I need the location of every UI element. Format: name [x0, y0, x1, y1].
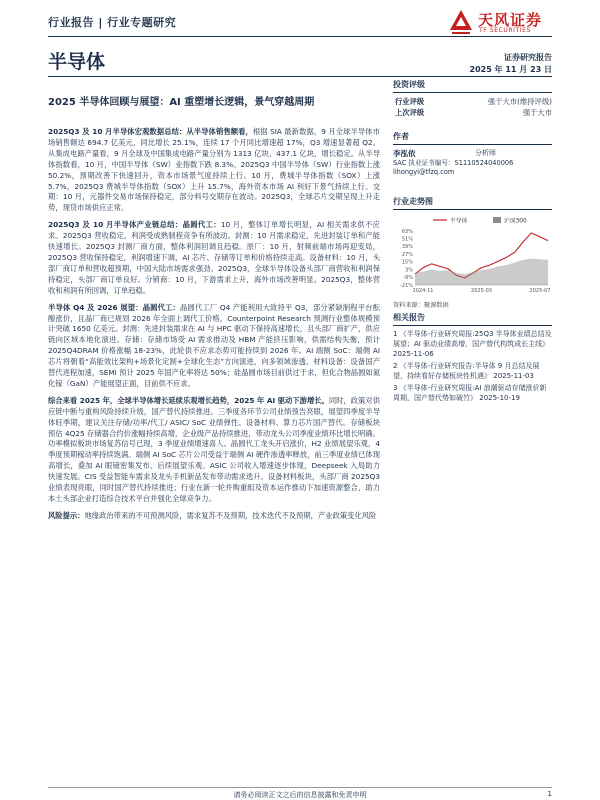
analyst-name: 李泓依: [393, 149, 416, 158]
page-number: 1: [547, 790, 552, 798]
rating-row: [393, 96, 552, 107]
body-paragraph: [48, 303, 380, 390]
report-category: 行业报告 | 行业专题研究: [48, 16, 177, 29]
related-report-date: 2025-10-19: [479, 394, 520, 402]
company-logo: [448, 8, 552, 36]
report-body: [48, 127, 380, 528]
y-tick-label: 3%: [405, 267, 413, 274]
analyst-email[interactable]: lihongyi@tfzq.com: [393, 168, 455, 176]
rating-label: 行业评级: [395, 97, 425, 106]
rating-value: 强于大市(维持评级): [487, 97, 552, 106]
body-paragraph: [48, 220, 380, 296]
rating-label: 上次评级: [395, 108, 425, 117]
chart-source: 资料来源：聚源数据: [393, 302, 449, 309]
author-heading: 作者: [393, 131, 552, 145]
logo-text-en: TF SECURITIES: [479, 27, 531, 34]
y-tick-label: -9%: [403, 275, 413, 282]
paragraph-lead: 半导体 Q4 及 2026 展望：晶圆代工：: [48, 302, 181, 312]
body-paragraph: [48, 127, 380, 214]
y-tick-label: 15%: [401, 259, 413, 266]
related-report-item[interactable]: [393, 383, 552, 403]
series-area-hs300: [415, 259, 548, 285]
trend-chart: [393, 213, 552, 297]
related-report-date: 2025-11-03: [493, 372, 534, 380]
related-report-date: 2025-11-06: [393, 350, 434, 358]
x-tick-label: 2024-11: [412, 288, 434, 294]
tf-logo-mark-icon: [448, 8, 474, 36]
logo-text-cn: 天风证券: [478, 11, 543, 29]
y-tick-label: -21%: [400, 282, 413, 289]
paragraph-text: 10 月，整体订单增长明显，AI 相关需求供不应求。2025Q3 营收稳定，利润受成熟制程竞争有所波动。封测：10 月需求稳定，先进封装订单和产能快速增长。2025Q3 封测厂商方面，整体利润回调且趋稳。原厂：10 月，射频前端市场再迎变局，2025Q3 营收保持稳定，利润增速下调，AI 芯片、存储等订单和价格持续走高。设备材料：10 月，头部厂商订单和营收超预期，中国大陆市场需求强劲。2025Q3，全球半导体设备头部厂商营收和利润保持稳定，头部厂商订单良好。分销商：10 月，下游需求上升，海外市场改善明显。2025Q3，整体营收和利润有所回调，订单趋稳。: [48, 220, 380, 295]
trend-section: [393, 196, 552, 309]
related-report-title[interactable]: 2 《半导体-行业研究报告:半导体 9 月总结及展望，持续看好存储板块性机遇》: [393, 362, 540, 380]
title-divider: [48, 76, 552, 77]
y-tick-label: 51%: [401, 236, 413, 243]
y-tick-label: 27%: [401, 251, 413, 258]
paragraph-lead: 风险提示：: [48, 510, 85, 520]
body-paragraph: [48, 511, 380, 522]
paragraph-lead: 综合来看 2025 年，全球半导体增长延续乐观增长趋势，2025 年 AI 驱动下游增长。: [48, 395, 329, 405]
x-tick-label: 2025-03: [471, 288, 492, 294]
legend-swatch: [493, 217, 501, 223]
rating-section: [393, 79, 552, 118]
rating-heading: 投资评级: [393, 79, 552, 93]
related-report-item[interactable]: [393, 329, 552, 359]
paragraph-text: 根据 SIA 最新数据，9 月全球半导体市场销售额达 694.7 亿美元，同比增长 25.1%，连续 17 个月同比增速超 17%，Q3 增速显著超 Q2。从集成电路产量看，9 月全球及中国集成电路产量分别为 1313 亿块、437.1 亿块，增长稳定。从半导体指数看，10 月，中国半导体（SW）业指数下跌 8.3%。2025Q3 中国半导体（SW）行业指数上涨 50.2%，预期改善下快速回升，资本市场景气度持续上行。10 月，费城半导体指数（SOX）上涨 5.7%。2025Q3 费城半导体指数（SOX）上升 15.7%，海外资本市场 AI 利好下景气持续上行。交期：10 月，元器件交易市场保持稳定，部分料号交期存在波动。2025Q3，全球芯片交期呈现上升走势，现货市场供应正常。: [48, 127, 380, 213]
y-tick-label: 39%: [401, 244, 413, 251]
legend-label: 半导体: [450, 218, 468, 225]
paragraph-text: 晶圆代工厂 Q4 产能利用大致持平 Q3，部分紧缺制程平台酝酿涨价，且晶厂商已规划 2026 年全面上调代工价格，Counterpoint Research 预测行业整体规模预计突破 1650 亿美元。封测：先进封装需求在 AI 与 HPC 驱动下保持高速增长，且头部厂商扩产，供应链向区域本地化演进。存储：存储市场受 AI 需求推动及 HBM 产能挤压影响，供需结构失衡，预计 2025Q4DRAM 价格涨幅 18-23%，此轮供不应求态势可能持续到 2026 年。AI 端侧 SoC：端侧 AI 芯片将朝着“高能效比架构+场景化定制+全球化生态”方向演进，向多领域渗透。材料设备：设备国产替代进程加速，SEMI 预计 2025 年国产化率将达 50%；硅晶圆市场目前供过于求，但化合物晶圆如氮化镓（GaN）产能展望正面，目前供不应求。: [48, 302, 380, 388]
analyst-role: 分析师: [475, 149, 496, 157]
paragraph-text: 同时，政策对供应链中断与重构风险持续升级，国产替代持续推进。三季度各环节公司业绩预告亮眼，展望四季度半导体旺季期，建议关注存储/功率/代工/ ASIC/ SoC 业绩弹性、设备材料、算力芯片国产替代。存储板块预估 4Q25 存储器合约价涨幅持续高增，企业级产品持续推进，带动龙头公司季度业绩环比增长明确。功率模拟板块市场复苏信号已现，3 季度业绩增速喜人。晶圆代工龙头开启涨价，H2 业绩展望乐观，4 季度预期稼动率持续饱满。端侧 AI SoC 芯片公司受益于端侧 AI 硬件渗透率释放，前三季度业绩已体现高增长，叠加 AI 眼镜密集发布、后续展望乐观。ASIC 公司收入增速逐步体现，Deepseek 入局助力快速发展。CIS 受益智能车需求及龙头手机新品发布带动需求选升。设备材料板块，头部厂商 2025Q3 业绩表现亮眼，同时国产替代持续推进；行业在新一轮并购重组及资本运作推动下加速资源整合，助力本土头部企业打造综合技术平台并强化全球竞争力。: [48, 395, 381, 503]
paragraph-lead: 2025Q3 及 10 月半导体产业链总结：晶圆代工：: [48, 220, 221, 230]
report-date: 2025 年 11 月 23 日: [469, 65, 552, 74]
rating-row: [393, 107, 552, 118]
x-tick-label: 2025-07: [529, 288, 551, 294]
body-paragraph: [48, 396, 380, 505]
author-section: [393, 131, 552, 177]
sector-name: 半导体: [48, 51, 106, 73]
report-title: 2025 半导体回顾与展望：AI 重塑增长逻辑，景气穿越周期: [48, 97, 315, 108]
trend-chart-svg: [393, 213, 552, 297]
paragraph-lead: 2025Q3 及 10 月半导体宏观数据总结：从半导体销售额看，: [48, 127, 253, 136]
related-heading: 相关报告: [393, 312, 552, 326]
analyst-name-row: [393, 148, 552, 159]
legend-label: 沪深300: [504, 218, 527, 225]
footer-divider: [48, 787, 552, 788]
trend-heading: 行业走势图: [393, 196, 552, 210]
related-report-title[interactable]: 1 《半导体-行业研究周报:25Q3 半导体业绩总结及展望；AI 驱动业绩高增，国产替代构筑成长主线》: [393, 330, 552, 348]
header-divider: [48, 36, 552, 37]
report-type: 证券研究报告: [504, 53, 552, 62]
footer-disclaimer: 请务必阅读正文之后的信息披露和免责申明: [233, 791, 367, 799]
analyst-license: SAC 执业证书编号：S1110524040006: [393, 159, 514, 167]
paragraph-text: 地缘政治带来的不可预测风险，需求复苏不及预期，技术迭代不及预期，产业政策变化风险: [84, 510, 377, 520]
related-section: [393, 312, 552, 405]
rating-value: 强于大市: [522, 108, 552, 117]
report-header: [48, 8, 552, 34]
related-report-item[interactable]: [393, 361, 552, 381]
related-report-title[interactable]: 3 《半导体-行业研究周报:AI 浪潮驱动存储涨价新周期，国产替代势如破竹》: [393, 384, 547, 402]
y-tick-label: 63%: [401, 228, 413, 235]
